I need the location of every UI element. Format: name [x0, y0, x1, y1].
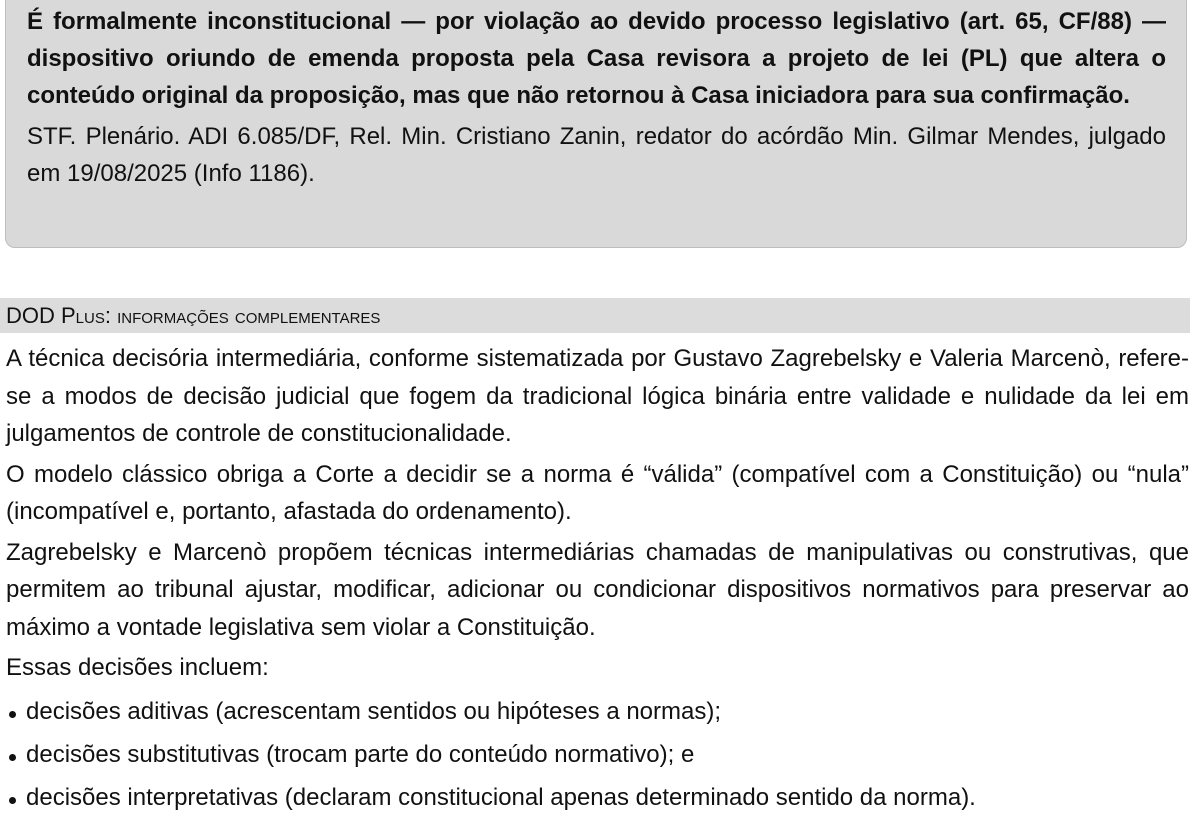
- list-item: decisões substitutivas (trocam parte do conteúdo normativo); e: [6, 733, 1189, 776]
- case-citation: STF. Plenário. ADI 6.085/DF, Rel. Min. Cristiano Zanin, redator do acórdão Min. Gilmar Mendes, julgado em 19/08/2025 (Info 1186).: [27, 123, 1166, 187]
- paragraph: O modelo clássico obriga a Corte a decidir se a norma é “válida” (compatível com a Constituição) ou “nula” (incompatível e, portanto, afastada do ordenamento).: [6, 460, 1189, 525]
- section-header: DOD Plus: informações complementares: [0, 298, 1190, 333]
- complementary-content: [6, 340, 1189, 819]
- paragraph: Zagrebelsky e Marcenò propõem técnicas intermediárias chamadas de manipulativas ou construtivas, que permitem ao tribunal ajustar, modificar, adicionar ou condicionar dispositivos normativos para preservar ao máximo a vontade legislativa sem violar a Constituição.: [6, 538, 1189, 641]
- decision-types-list: [6, 690, 1189, 819]
- paragraph: A técnica decisória intermediária, conforme sistematizada por Gustavo Zagrebelsky e Valeria Marcenò, refere-se a modos de decisão judicial que fogem da tradicional lógica binária entre validade e nulidade da lei em julgamentos de controle de constitucionalidade.: [6, 345, 1189, 447]
- list-item: decisões interpretativas (declaram constitucional apenas determinado sentido da norma).: [6, 776, 1189, 819]
- thesis-text: É formalmente inconstitucional — por violação ao devido processo legislativo (art. 65, CF/88) — dispositivo oriundo de emenda proposta pela Casa revisora a projeto de lei (PL) que altera o conteúdo original da proposição, mas que não retornou à Casa iniciadora para sua confirmação.: [27, 8, 1166, 109]
- thesis-box: [5, 0, 1187, 248]
- list-item: decisões aditivas (acrescentam sentidos ou hipóteses a normas);: [6, 690, 1189, 733]
- paragraph: Essas decisões incluem:: [6, 654, 269, 681]
